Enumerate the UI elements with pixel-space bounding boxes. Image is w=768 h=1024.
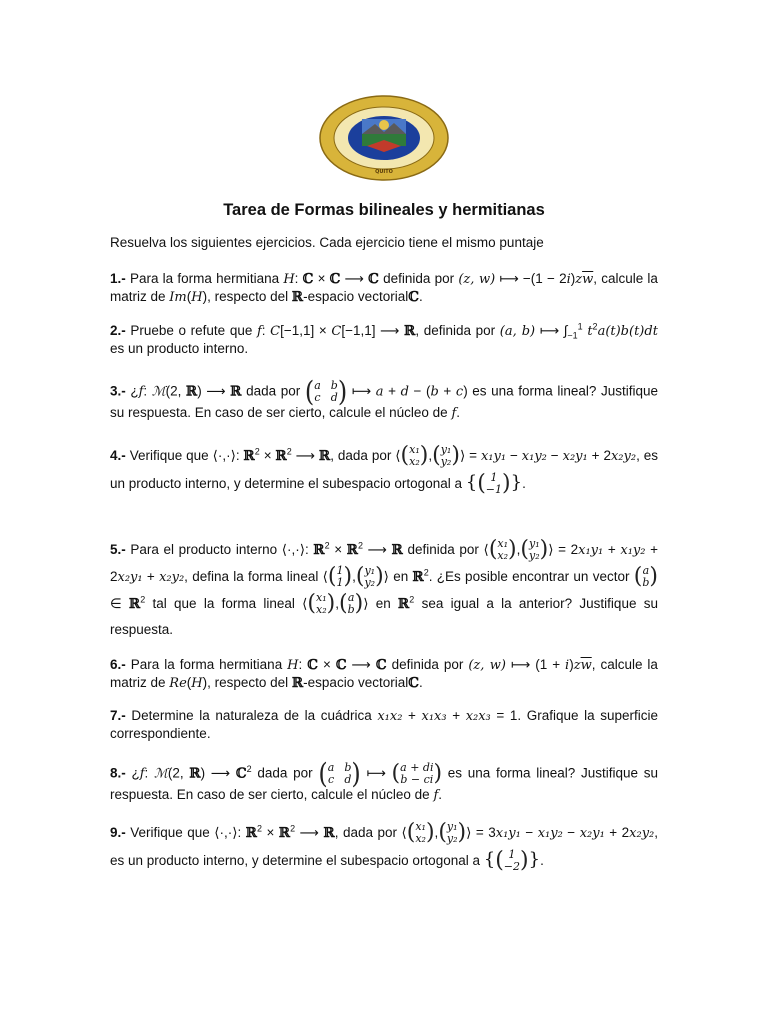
exercise-3: 3.- ¿f: ℳ(2, ℝ) ⟶ ℝ dada por ( a b c d ) ⟼ a + d − (b + c) es una forma lineal? Justifique su respuesta. En caso de ser cierto, calcule el núcleo de f. — [110, 375, 658, 421]
exercise-number: 1.- — [110, 271, 126, 286]
exercise-8: 8.- ¿f: ℳ(2, ℝ) ⟶ ℂ$^2$ dada por ( a b c d ) ⟼ ( a + di b − ci ) es una forma lineal? Justifique su respuesta. En caso de ser cierto, calcule el núcleo de f. — [110, 757, 658, 803]
document-title: Tarea de Formas bilineales y hermitianas — [223, 201, 545, 219]
instructions: Resuelva los siguientes ejercicios. Cada ejercicio tiene el mismo puntaje — [110, 235, 544, 250]
exercise-1: 1.- Para la forma hermitiana H: ℂ × ℂ ⟶ ℂ definida por (z, w) ⟼ $-(1 - 2i)z\overline{w}$, calcule la matriz de Im(H), respecto del ℝ-espacio vectorialℂ. — [110, 271, 658, 305]
exercise-4: 4.- Verifique que ⟨·,·⟩: ℝ$^2$ × ℝ$^2$ ⟶ ℝ, dada por ⟨ ( x₁ x₂ ) , ( y₁ y₂ ) ⟩ = x₁y₁ − x₁y₂ − x₂y₁ + 2x₂y₂, es un producto interno, y determine el subespacio ortogonal a { ( 1 −1 ) }. — [110, 443, 659, 497]
exercise-7: 7.- Determine la naturaleza de la cuádrica x₁x₂ + x₁x₃ + x₂x₃ = 1. Grafique la superficie correspondiente. — [110, 708, 658, 741]
exercise-6: 6.- Para la forma hermitiana H: ℂ × ℂ ⟶ ℂ definida por (z, w) ⟼ $(1 + i)z\overline{w}$, calcule la matriz de Re(H), respecto del ℝ-espacio vectorialℂ. — [110, 657, 658, 691]
university-seal-logo — [317, 94, 451, 182]
exercise-5: 5.- Para el producto interno ⟨·,·⟩: ℝ$^2$ × ℝ$^2$ ⟶ ℝ definida por ⟨ ( x₁ x₂ ) , ( y₁ y₂ ) ⟩ = 2x₁y₁ + x₁y₂ + 2x₂y₁ + x₂y₂, defina la forma lineal ⟨ ( 1 1 ) , ( y₁ y₂ ) ⟩ en ℝ$^2$. ¿Es posible encontrar un vector ( a b ) ∈ ℝ$^2$ tal que la forma lineal ⟨ ( x₁ x₂ ) , ( a b ) ⟩ en ℝ$^2$ sea igual a la anterior? Justifique su respuesta. — [110, 537, 658, 637]
seal-city: QUITO — [375, 169, 393, 175]
exercise-9: 9.- Verifique que ⟨·,·⟩: ℝ$^2$ × ℝ$^2$ ⟶ ℝ, dada por ⟨ ( x₁ x₂ ) , ( y₁ y₂ ) ⟩ = 3x₁y₁ − x₁y₂ − x₂y₁ + 2x₂y₂, es un producto interno, y determine el subespacio ortogonal a { ( 1 −2 ) }. — [110, 820, 659, 874]
exercise-2: 2.- Pruebe o refute que f: C[−1,1] × C[−1,1] ⟶ ℝ, definida por (a, b) ⟼ $\int_{-1}^1$ $t^2a(t)b(t)dt$ es un producto interno. — [110, 321, 658, 356]
